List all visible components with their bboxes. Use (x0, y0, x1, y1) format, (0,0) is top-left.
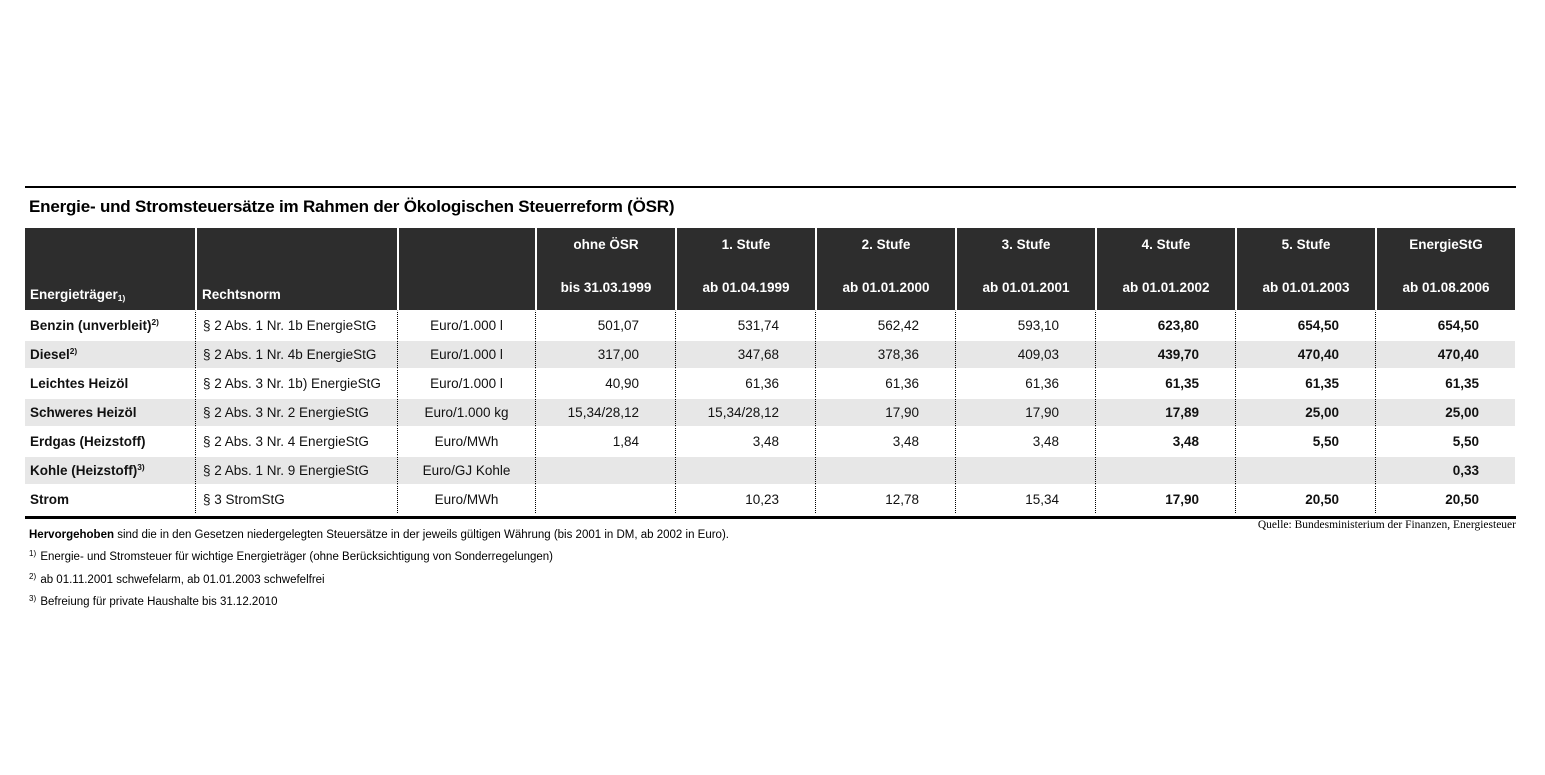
row-norm-cell: § 2 Abs. 1 Nr. 1b EnergieStG (195, 310, 397, 339)
header-stage-label: EnergieStG (1409, 237, 1483, 252)
table-row (25, 455, 1515, 484)
value-cell: 593,10 (955, 310, 1095, 339)
value-cell: 501,07 (535, 310, 675, 339)
header-cell-energietraeger: Energieträger $^{1)}$ (25, 228, 195, 310)
header-stage-label: 5. Stufe (1281, 237, 1331, 252)
header-stage-date: ab 01.01.2001 (982, 280, 1070, 295)
header-cell-unit (397, 228, 535, 310)
header-stage-label: 1. Stufe (721, 237, 771, 252)
row-name-cell: Schweres Heizöl (25, 397, 195, 426)
table-row (25, 426, 1515, 455)
value-cell: 25,00 (1375, 397, 1515, 426)
row-norm-cell: § 2 Abs. 3 Nr. 4 EnergieStG (195, 426, 397, 455)
value-cell: 15,34/28,12 (675, 397, 815, 426)
row-name-cell: Leichtes Heizöl (25, 368, 195, 397)
value-cell: 317,00 (535, 339, 675, 368)
value-cell: 531,74 (675, 310, 815, 339)
table-row (25, 397, 1515, 426)
value-cell: 3,48 (1095, 426, 1235, 455)
value-cell: 25,00 (1235, 397, 1375, 426)
header-stage-date: ab 01.01.2000 (842, 280, 930, 295)
value-cell: 61,36 (815, 368, 955, 397)
value-cell: 5,50 (1375, 426, 1515, 455)
value-cell: 347,68 (675, 339, 815, 368)
value-cell: 15,34/28,12 (535, 397, 675, 426)
header-stage-date: ab 01.08.2006 (1402, 280, 1490, 295)
header-stage-date: ab 01.01.2002 (1122, 280, 1210, 295)
row-name-cell: Erdgas (Heizstoff) (25, 426, 195, 455)
value-cell: 470,40 (1375, 339, 1515, 368)
value-cell: 378,36 (815, 339, 955, 368)
table-row (25, 339, 1515, 368)
footnote-text: ab 01.11.2001 schwefelarm, ab 01.01.2003 schwefelfrei (37, 574, 325, 586)
value-cell: 3,48 (675, 426, 815, 455)
value-cell: 654,50 (1235, 310, 1375, 339)
value-cell: 562,42 (815, 310, 955, 339)
value-cell: 17,90 (1095, 484, 1235, 513)
row-unit-cell: Euro/GJ Kohle (397, 455, 535, 484)
value-cell (1095, 455, 1235, 484)
value-cell (675, 455, 815, 484)
highlight-note (29, 529, 1329, 541)
row-unit-cell: Euro/1.000 l (397, 339, 535, 368)
source-attribution: Quelle: Bundesministerium der Finanzen, Energiesteuer (1257, 519, 1516, 531)
row-name-cell: Kohle (Heizstoff) $^{3)}$ (25, 455, 195, 484)
row-unit-cell: Euro/1.000 l (397, 368, 535, 397)
value-cell: 1,84 (535, 426, 675, 455)
row-norm-cell: § 3 StromStG (195, 484, 397, 513)
row-name-cell: Strom (25, 484, 195, 513)
header-cell-stage-7 (1375, 228, 1515, 310)
value-cell (955, 455, 1095, 484)
row-unit-cell: Euro/MWh (397, 426, 535, 455)
value-cell: 61,36 (955, 368, 1095, 397)
header-cell-stage-4 (955, 228, 1095, 310)
footnote-2 (29, 574, 1029, 586)
value-cell: 3,48 (815, 426, 955, 455)
header-cell-stage-6 (1235, 228, 1375, 310)
value-cell: 10,23 (675, 484, 815, 513)
tax-rates-table (25, 228, 1515, 513)
header-cell-stage-1 (535, 228, 675, 310)
footnote-text: Energie- und Stromsteuer für wichtige Energieträger (ohne Berücksichtigung von Sonderregelungen) (37, 551, 554, 563)
value-cell: 61,36 (675, 368, 815, 397)
footnote-1 (29, 551, 1029, 563)
value-cell: 5,50 (1235, 426, 1375, 455)
footnote-marker: 2) (29, 572, 37, 581)
value-cell: 17,90 (955, 397, 1095, 426)
value-cell: 623,80 (1095, 310, 1235, 339)
header-stage-label: 4. Stufe (1141, 237, 1191, 252)
value-cell: 61,35 (1095, 368, 1235, 397)
header-stage-date: bis 31.03.1999 (560, 280, 652, 295)
header-stage-date: ab 01.04.1999 (702, 280, 790, 295)
value-cell: 20,50 (1375, 484, 1515, 513)
header-cell-rechtsnorm: Rechtsnorm (195, 228, 397, 310)
row-unit-cell: Euro/1.000 kg (397, 397, 535, 426)
value-cell (535, 484, 675, 513)
table-body (25, 310, 1515, 513)
top-rule (25, 186, 1516, 188)
value-cell: 654,50 (1375, 310, 1515, 339)
highlight-note-bold: Hervorgehoben (29, 529, 114, 541)
row-name-cell: Diesel $^{2)}$ (25, 339, 195, 368)
table-row (25, 368, 1515, 397)
value-cell (1235, 455, 1375, 484)
header-stage-label: 3. Stufe (1001, 237, 1051, 252)
footnote-marker: 1) (29, 549, 37, 558)
value-cell: 409,03 (955, 339, 1095, 368)
value-cell: 12,78 (815, 484, 955, 513)
value-cell: 61,35 (1235, 368, 1375, 397)
table-header (25, 228, 1515, 310)
highlight-note-rest: sind die in den Gesetzen niedergelegten Steuersätze in der jeweils gültigen Währung (bis 2001 in DM, ab 2002 in Euro). (114, 529, 729, 541)
header-cell-stage-5 (1095, 228, 1235, 310)
value-cell: 17,90 (815, 397, 955, 426)
value-cell: 0,33 (1375, 455, 1515, 484)
value-cell: 3,48 (955, 426, 1095, 455)
header-stage-label: 2. Stufe (861, 237, 911, 252)
header-cell-stage-3 (815, 228, 955, 310)
header-stage-label: ohne ÖSR (573, 237, 639, 252)
row-norm-cell: § 2 Abs. 3 Nr. 2 EnergieStG (195, 397, 397, 426)
row-name-cell: Benzin (unverbleit) $^{2)}$ (25, 310, 195, 339)
header-cell-stage-2 (675, 228, 815, 310)
page-title: Energie- und Stromsteuersätze im Rahmen der Ökologischen Steuerreform (ÖSR) (29, 197, 675, 216)
row-unit-cell: Euro/MWh (397, 484, 535, 513)
value-cell: 15,34 (955, 484, 1095, 513)
value-cell (815, 455, 955, 484)
value-cell: 470,40 (1235, 339, 1375, 368)
table-row (25, 310, 1515, 339)
value-cell (535, 455, 675, 484)
value-cell: 61,35 (1375, 368, 1515, 397)
row-norm-cell: § 2 Abs. 1 Nr. 9 EnergieStG (195, 455, 397, 484)
footnote-marker: 3) (29, 594, 37, 603)
footnote-text: Befreiung für private Haushalte bis 31.12.2010 (37, 596, 278, 608)
header-stage-date: ab 01.01.2003 (1262, 280, 1350, 295)
row-unit-cell: Euro/1.000 l (397, 310, 535, 339)
table-row (25, 484, 1515, 513)
value-cell: 439,70 (1095, 339, 1235, 368)
value-cell: 40,90 (535, 368, 675, 397)
row-norm-cell: § 2 Abs. 1 Nr. 4b EnergieStG (195, 339, 397, 368)
row-norm-cell: § 2 Abs. 3 Nr. 1b) EnergieStG (195, 368, 397, 397)
value-cell: 20,50 (1235, 484, 1375, 513)
value-cell: 17,89 (1095, 397, 1235, 426)
footnote-3 (29, 596, 1029, 608)
